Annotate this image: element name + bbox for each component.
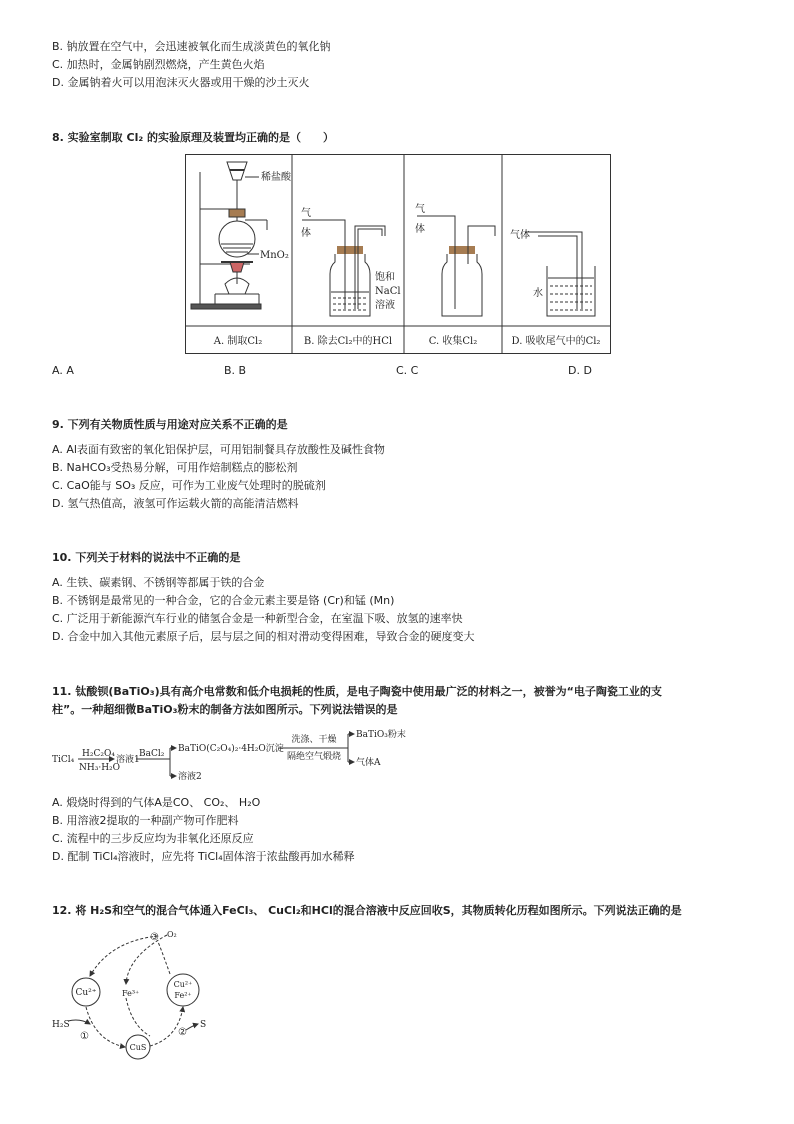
flow-precipitate: BaTiO(C₂O₄)₂·4H₂O沉淀 <box>178 744 284 754</box>
panel-b-label-qi: 气 <box>301 208 311 219</box>
q10-option-b[interactable]: B. 不锈钢是最常见的一种合金，它的合金元素主要是铬 (Cr)和锰 (Mn) <box>52 594 395 607</box>
q9-option-a[interactable]: A. Al表面有致密的氧化铝保护层，可用铝制餐具存放酸性及碱性食物 <box>52 443 385 456</box>
q10-option-c[interactable]: C. 广泛用于新能源汽车行业的储氢合金是一种新型合金，在室温下吸、放氢的速率快 <box>52 612 463 625</box>
q11-stem-line2: 柱”。一种超细微BaTiO₃粉末的制备方法如图所示。下列说法错误的是 <box>52 703 398 716</box>
flow-ticl4: TiCl₄ <box>52 755 75 765</box>
panel-b-label-solution: 溶液 <box>375 300 395 311</box>
q11-option-d[interactable]: D. 配制 TiCl₄溶液时，应先将 TiCl₄固体溶于浓盐酸再加水稀释 <box>52 850 355 863</box>
cycle-step2: ② <box>178 1027 187 1038</box>
q7-option-c: C. 加热时，金属钠剧烈燃烧，产生黄色火焰 <box>52 58 265 71</box>
cycle-cu2plus: Cu²⁺ <box>75 988 97 998</box>
q8-stem: 8. 实验室制取 Cl₂ 的实验原理及装置均正确的是（ ） <box>52 131 334 144</box>
q10-option-d[interactable]: D. 合金中加入其他元素原子后，层与层之间的相对滑动变得困难，导致合金的硬度变大 <box>52 630 475 643</box>
panel-a-caption: A. 制取Cl₂ <box>213 336 263 347</box>
q8-option-b[interactable]: B. B <box>224 364 247 377</box>
q11-option-a[interactable]: A. 煅烧时得到的气体A是CO、 CO₂、 H₂O <box>52 796 261 809</box>
cycle-cus: CuS <box>129 1043 147 1052</box>
q11-option-b[interactable]: B. 用溶液2提取的一种副产物可作肥料 <box>52 814 239 827</box>
cycle-fe3plus: Fe³⁺ <box>122 989 140 998</box>
q9-option-b[interactable]: B. NaHCO₃受热易分解，可用作焙制糕点的膨松剂 <box>52 461 298 474</box>
cycle-step3: ③ <box>150 932 159 943</box>
panel-a-label-hcl: 稀盐酸 <box>261 172 291 183</box>
flow-product-batio3: BaTiO₃粉末 <box>356 730 406 740</box>
panel-d-caption: D. 吸收尾气中的Cl₂ <box>511 336 601 347</box>
panel-d-label-water: 水 <box>533 288 543 299</box>
panel-b-caption: B. 除去Cl₂中的HCl <box>303 336 393 347</box>
q9-stem: 9. 下列有关物质性质与用途对应关系不正确的是 <box>52 418 288 431</box>
q11-option-c[interactable]: C. 流程中的三步反应均为非氧化还原反应 <box>52 832 254 845</box>
flow-bacl2: BaCl₂ <box>139 749 165 759</box>
panel-b-label-ti: 体 <box>301 228 311 239</box>
panel-b-label-nacl: NaCl <box>375 286 401 297</box>
cycle-cu-fe-top: Cu²⁺ <box>173 980 193 989</box>
q12-cycle-diagram <box>50 926 220 1060</box>
flow-reagent-h2c2o4: H₂C₂O₄ <box>82 749 115 759</box>
q10-stem: 10. 下列关于材料的说法中不正确的是 <box>52 551 241 564</box>
q8-apparatus-figure <box>185 154 611 354</box>
cycle-step1: ① <box>80 1031 89 1042</box>
flow-step-wash: 洗涤、干燥 <box>291 735 337 745</box>
q12-stem: 12. 将 H₂S和空气的混合气体通入FeCl₃、 CuCl₂和HCl的混合溶液中反应回收S，其物质转化历程如图所示。下列说法正确的是 <box>52 904 682 917</box>
q11-flowchart <box>52 726 432 788</box>
panel-c-label-ti: 体 <box>415 224 425 235</box>
panel-b-label-saturated: 饱和 <box>375 272 395 283</box>
flow-step-calcine: 隔绝空气煅烧 <box>286 752 342 762</box>
q9-option-d[interactable]: D. 氢气热值高，液氢可作运载火箭的高能清洁燃料 <box>52 497 299 510</box>
q7-option-d: D. 金属钠着火可以用泡沫灭火器或用干燥的沙土灭火 <box>52 76 310 89</box>
cycle-h2s: H₂S <box>52 1020 70 1030</box>
q10-option-a[interactable]: A. 生铁、碳素钢、不锈钢等都属于铁的合金 <box>52 576 265 589</box>
flow-product-gas-a: 气体A <box>356 758 381 768</box>
panel-d-label-gas: 气体 <box>510 230 530 241</box>
q7-option-b: B. 钠放置在空气中，会迅速被氧化而生成淡黄色的氧化钠 <box>52 40 331 53</box>
panel-a-label-mno2: MnO₂ <box>260 250 289 261</box>
panel-c-caption: C. 收集Cl₂ <box>428 336 478 347</box>
panel-a-generator <box>191 162 267 309</box>
cycle-o2: O₂ <box>167 930 177 939</box>
q11-stem-line1: 11. 钛酸钡(BaTiO₃)具有高介电常数和低介电损耗的性质，是电子陶瓷中使用最广泛的材料之一，被誉为“电子陶瓷工业的支 <box>52 685 662 698</box>
q8-option-d[interactable]: D. D <box>568 364 592 377</box>
cycle-cu-fe-bottom: Fe²⁺ <box>174 991 192 1000</box>
panel-c-collecting-bottle <box>417 216 495 316</box>
panel-d-beaker <box>525 232 595 316</box>
flow-solution2: 溶液2 <box>178 772 202 782</box>
q8-option-c[interactable]: C. C <box>396 364 419 377</box>
cycle-sulfur: S <box>200 1020 207 1030</box>
panel-b-wash-bottle <box>302 220 385 316</box>
q8-option-a[interactable]: A. A <box>52 364 74 377</box>
q9-option-c[interactable]: C. CaO能与 SO₃ 反应，可作为工业废气处理时的脱硫剂 <box>52 479 326 492</box>
flow-reagent-nh3: NH₃·H₂O <box>79 763 121 773</box>
panel-c-label-qi: 气 <box>415 204 425 215</box>
flow-solution1: 溶液1 <box>116 755 140 765</box>
